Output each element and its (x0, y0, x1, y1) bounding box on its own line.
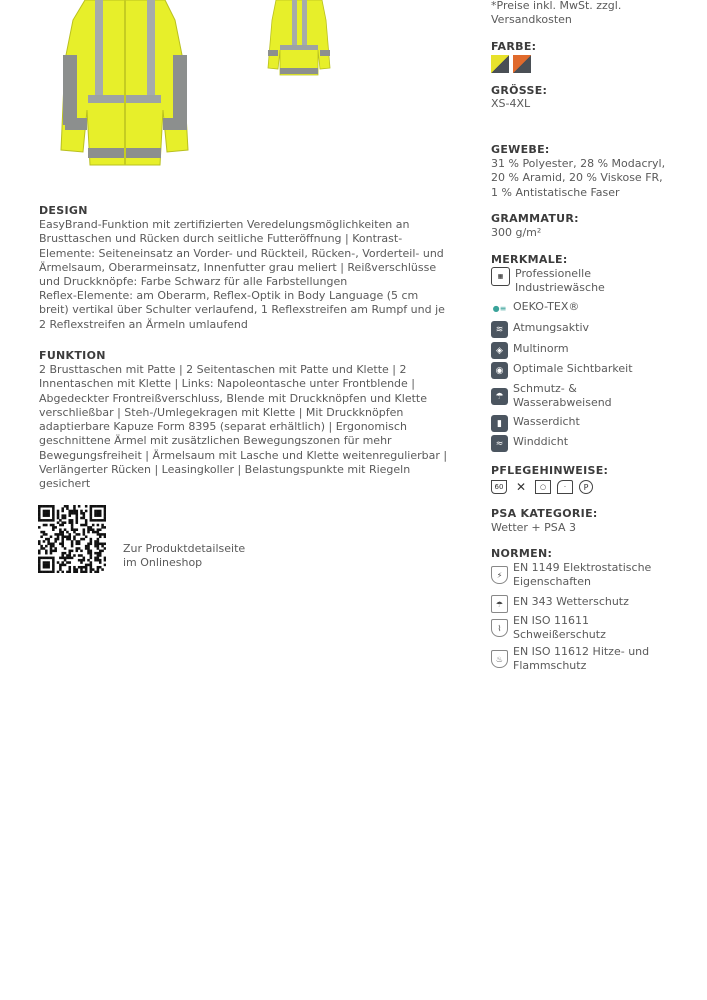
norm-item: ♨ EN ISO 11612 Hitze- und Flammschutz (491, 645, 653, 673)
breathable-icon: ≋ (491, 321, 508, 338)
merkmal-item: ▦ Professionelle Industriewäsche (491, 267, 655, 295)
dirt-water-repellent-icon: ☂ (491, 388, 508, 405)
normen-heading: NORMEN: (491, 547, 553, 560)
pflege-heading: PFLEGEHINWEISE: (491, 464, 609, 477)
merkmal-item: ◈ Multinorm (491, 342, 653, 359)
care-symbols (491, 480, 593, 494)
merkmal-item: ◉ Optimale Sichtbarkeit (491, 362, 653, 379)
qr-caption: Zur Produktdetailseite im Onlineshop (123, 542, 246, 570)
weather-icon: ☂ (491, 595, 508, 613)
jacket-front-image (55, 0, 195, 170)
iron-icon: · (557, 480, 573, 494)
psa-value: Wetter + PSA 3 (491, 521, 576, 534)
design-heading: DESIGN (39, 204, 88, 217)
farbe-heading: FARBE: (491, 40, 537, 53)
price-note: *Preise inkl. MwSt. zzgl. Versandkosten (491, 0, 622, 27)
gewebe-value: 31 % Polyester, 28 % Modacryl, 20 % Aramid, 20 % Viskose FR, 1 % Antistatische Faser (491, 157, 666, 199)
windproof-icon: ≈ (491, 435, 508, 452)
norm-item: ⌇ EN ISO 11611 Schweißerschutz (491, 614, 653, 642)
norm-item: ☂ EN 343 Wetterschutz (491, 595, 653, 613)
color-swatch-yellow[interactable] (491, 55, 509, 73)
gewebe-heading: GEWEBE: (491, 143, 550, 156)
norm-item: ⚡ EN 1149 Elektrostatische Eigenschaften (491, 561, 653, 589)
merkmale-heading: MERKMALE: (491, 253, 568, 266)
multinorm-icon: ◈ (491, 342, 508, 359)
groesse-value: XS-4XL (491, 97, 531, 110)
jacket-back-image (264, 0, 334, 78)
grammatur-value: 300 g/m² (491, 226, 542, 239)
merkmal-item: ☂ Schmutz- & Wasserabweisend (491, 382, 653, 410)
no-bleach-icon: ✕ (515, 480, 527, 494)
merkmal-item: ≈ Winddicht (491, 435, 653, 452)
merkmal-item: ▮ Wasserdicht (491, 415, 653, 432)
psa-heading: PSA KATEGORIE: (491, 507, 598, 520)
groesse-heading: GRÖSSE: (491, 84, 548, 97)
tumble-dry-icon: ○ (535, 480, 551, 494)
professional-clean-icon: P (579, 480, 593, 494)
welding-icon: ⌇ (491, 619, 508, 637)
merkmal-item: ●≡ OEKO-TEX® (491, 300, 653, 317)
color-swatch-orange[interactable] (513, 55, 531, 73)
industrial-wash-icon: ▦ (491, 267, 510, 286)
merkmal-item: ≋ Atmungsaktiv (491, 321, 653, 338)
funktion-heading: FUNKTION (39, 349, 106, 362)
wash-60-icon: 60 (491, 480, 507, 494)
design-reflex-text: Reflex-Elemente: am Oberarm, Reflex-Optik in Body Language (5 cm breit) vertikal über Schulter verlaufend, 1 Reflexstreifen am Rumpf und je 2 Reflexstreifen an Ärmeln umlaufend (39, 289, 445, 331)
electrostatic-icon: ⚡ (491, 566, 508, 584)
color-swatches (491, 55, 531, 73)
visibility-icon: ◉ (491, 362, 508, 379)
grammatur-heading: GRAMMATUR: (491, 212, 579, 225)
oeko-tex-icon: ●≡ (491, 300, 508, 317)
qr-code[interactable] (38, 505, 106, 573)
design-text: EasyBrand-Funktion mit zertifizierten Veredelungsmöglichkeiten an Brusttaschen und Rücken durch seitliche Futteröffnung | Kontrast-Elemente: Seiteneinsatz an Vorder- und Rückteil, Rücken-, Vorderteil- und Ärmelsaum, Oberarmeinsatz, Innenfutter grau meliert | Reißverschlüsse und Druckknöpfe: Farbe Schwarz für alle Farbstellungen (39, 218, 444, 289)
funktion-text: 2 Brusttaschen mit Patte | 2 Seitentaschen mit Patte und Klette | 2 Innentaschen mit Klette | Links: Napoleontasche unter Frontblende | Abgedeckter Frontreißverschluss, Blende mit Druckknöpfen und Klette verschließbar | Steh-/Umlegekragen mit Klette | Mit Druckknöpfen adaptierbare Kapuze Form 8395 (separat erhältlich) | Ergonomisch geschnittene Ärmel mit zusätzlichen Bewegungszonen für mehr Bewegungsfreiheit | Ärmelsaum mit Lasche und Klette weitenregulierbar | Verlängerter Rücken | Leasingkoller | Belastungspunkte mit Riegeln gesichert (39, 363, 448, 491)
flame-icon: ♨ (491, 650, 508, 668)
waterproof-icon: ▮ (491, 415, 508, 432)
